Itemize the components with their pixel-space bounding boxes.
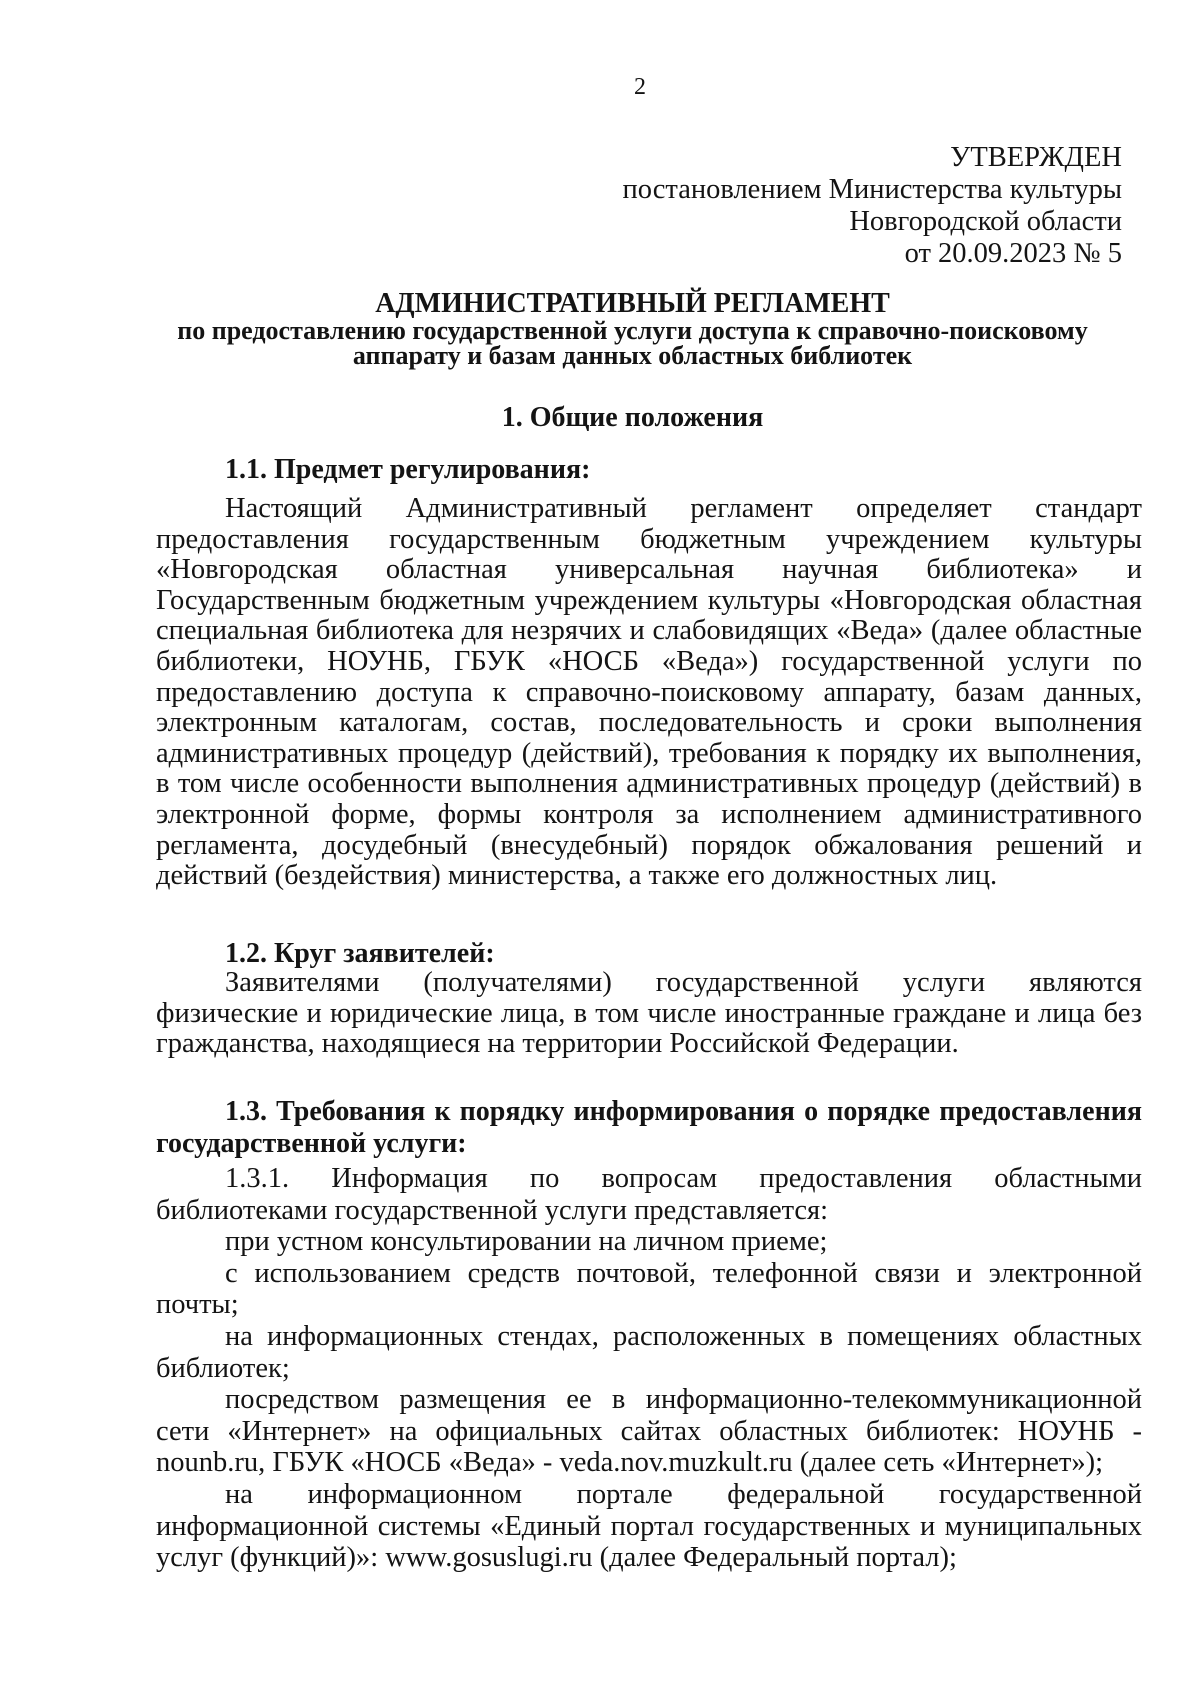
paragraph: Заявителями (получателями) государственной услуги являются физические и юридические лица, в том числе иностранные граждане и лица без гражданства, находящиеся на территории Российской Федерации. <box>156 967 1142 1060</box>
title-subtitle-line: аппарату и базам данных областных библиотек <box>352 341 913 370</box>
paragraph: Настоящий Административный регламент определяет стандарт предоставления государственным бюджетным учреждением культуры «Новгородская областная универсальная научная библиотека» и Государственным бюджетным учреждением культуры «Новгородская областная специальная библиотека для незрячих и слабовидящих «Веда» (далее областные библиотеки, НОУНБ, ГБУК «НОСБ «Веда») государственной услуги по предоставлению доступа к справочно-поисковому аппарату, базам данных, электронным каталогам, состав, последовательность и сроки выполнения административных процедур (действий), требования к порядку их выполнения, в том числе особенности выполнения административных процедур (действий) в электронной форме, формы контроля за исполнением административного регламента, досудебный (внесудебный) порядок обжалования решений и действий (бездействия) министерства, а также его должностных лиц. <box>156 493 1142 892</box>
subsection-body-1-3 <box>156 1163 1142 1574</box>
document-title <box>145 290 1120 368</box>
paragraph: 1.3.1. Информация по вопросам предоставления областными библиотеками государственной услуги представляется: <box>156 1163 1142 1226</box>
approval-line: от 20.09.2023 № 5 <box>904 238 1122 269</box>
list-item: при устном консультировании на личном приеме; <box>225 1226 828 1258</box>
list-item: на информационном портале федеральной государственной информационной системы «Единый портал государственных и муниципальных услуг (функций)»: www.gosuslugi.ru (далее Федеральный портал); <box>156 1478 1142 1574</box>
subsection-body-1-2 <box>156 968 1142 1060</box>
section-heading: 1. Общие положения <box>501 402 764 433</box>
title-subtitle-line: по предоставлению государственной услуги доступа к справочно-поисковому <box>177 316 1088 345</box>
subsection-heading-1-2: 1.2. Круг заявителей: <box>225 938 495 969</box>
approval-line: постановлением Министерства культуры <box>622 174 1122 205</box>
list-item: с использованием средств почтовой, телефонной связи и электронной почты; <box>156 1257 1142 1321</box>
subsection-heading-1-1: 1.1. Предмет регулирования: <box>225 454 591 485</box>
approval-line: Новгородской области <box>849 206 1122 237</box>
list-item: на информационных стендах, расположенных в помещениях областных библиотек; <box>156 1320 1142 1384</box>
title-main: АДМИНИСТРАТИВНЫЙ РЕГЛАМЕНТ <box>375 288 890 319</box>
page-number: 2 <box>634 74 646 100</box>
approval-line: УТВЕРЖДЕН <box>950 142 1122 173</box>
subsection-heading-1-3: 1.3. Требования к порядку информирования о порядке предоставления государственной услуги: <box>156 1096 1142 1159</box>
approval-stamp <box>623 142 1122 270</box>
subsection-body-1-1 <box>156 494 1142 892</box>
list-item: посредством размещения ее в информационно-телекоммуникационной сети «Интернет» на официальных сайтах областных библиотек: НОУНБ - nounb.ru, ГБУК «НОСБ «Веда» - veda.nov.muzkult.ru (далее сеть «Интернет»); <box>156 1384 1142 1479</box>
